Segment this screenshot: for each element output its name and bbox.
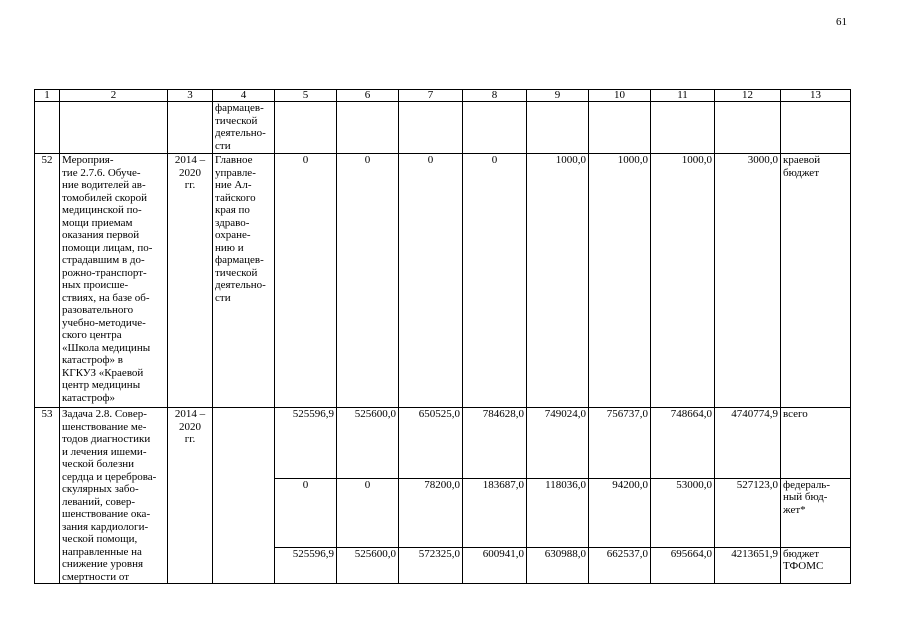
funding-source: федераль- ный бюд- жет*: [781, 478, 851, 547]
value-cell: 183687,0: [463, 478, 527, 547]
col-header: 5: [275, 90, 337, 102]
table-row-52: [35, 154, 851, 408]
period-cell: 2014 – 2020 гг.: [168, 154, 213, 408]
col-header: 13: [781, 90, 851, 102]
col-header: 4: [213, 90, 275, 102]
value-cell: 600941,0: [463, 547, 527, 583]
value-cell: 784628,0: [463, 408, 527, 479]
table-row-53-total: [35, 408, 851, 479]
value-cell: 0: [275, 154, 337, 408]
value-cell: 78200,0: [399, 478, 463, 547]
value-cell: 0: [399, 154, 463, 408]
value-cell: 1000,0: [527, 154, 589, 408]
value-cell: 525596,9: [275, 408, 337, 479]
value-cell: 630988,0: [527, 547, 589, 583]
table-row-continuation: [35, 102, 851, 154]
value-cell: 695664,0: [651, 547, 715, 583]
value-cell: 4740774,9: [715, 408, 781, 479]
value-cell: 749024,0: [527, 408, 589, 479]
col-header: 11: [651, 90, 715, 102]
row-number: 53: [35, 408, 60, 584]
col-header: 9: [527, 90, 589, 102]
value-cell: 756737,0: [589, 408, 651, 479]
col-header: 7: [399, 90, 463, 102]
value-cell: 0: [275, 478, 337, 547]
value-cell: 748664,0: [651, 408, 715, 479]
value-cell: 525600,0: [337, 408, 399, 479]
task-name: Задача 2.8. Совер- шенствование ме- тодов диагностики и лечения ишеми- ческой болезни сердца и цереброва- скулярных забо- леваний, совер- шенствование ока- зания кардиологи- ческой помощи, направленные на снижение уровня смертности от: [60, 408, 168, 584]
value-cell: 650525,0: [399, 408, 463, 479]
value-cell: 662537,0: [589, 547, 651, 583]
page-number: 61: [836, 16, 847, 28]
col-header: 10: [589, 90, 651, 102]
executor-cell: фармацев- тической деятельно- сти: [213, 102, 275, 154]
column-number-row: [35, 90, 851, 102]
col-header: 2: [60, 90, 168, 102]
value-cell: 525596,9: [275, 547, 337, 583]
program-table: [34, 89, 851, 584]
col-header: 3: [168, 90, 213, 102]
value-cell: 525600,0: [337, 547, 399, 583]
executor-cell: Главное управле- ние Ал- тайского края по здраво- охране- нию и фармацев- тической деятельно- сти: [213, 154, 275, 408]
value-cell: 4213651,9: [715, 547, 781, 583]
value-cell: 0: [337, 478, 399, 547]
funding-source: всего: [781, 408, 851, 479]
value-cell: 118036,0: [527, 478, 589, 547]
value-cell: 94200,0: [589, 478, 651, 547]
value-cell: 572325,0: [399, 547, 463, 583]
value-cell: 3000,0: [715, 154, 781, 408]
value-cell: 0: [337, 154, 399, 408]
col-header: 12: [715, 90, 781, 102]
value-cell: 1000,0: [589, 154, 651, 408]
value-cell: 527123,0: [715, 478, 781, 547]
value-cell: 0: [463, 154, 527, 408]
col-header: 8: [463, 90, 527, 102]
value-cell: 53000,0: [651, 478, 715, 547]
funding-source: бюджет ТФОМС: [781, 547, 851, 583]
row-number: 52: [35, 154, 60, 408]
value-cell: 1000,0: [651, 154, 715, 408]
activity-name: Мероприя- тие 2.7.6. Обуче- ние водителей ав- томобилей скорой медицинской по- мощи приемам оказания первой помощи лицам, по- страдавшим в до- рожно-транспорт- ных происше- ствиях, на базе об- разовательного учебно-методиче- ского центра «Школа медицины катастроф» в КГКУЗ «Краевой центр медицины катастроф»: [60, 154, 168, 408]
col-header: 1: [35, 90, 60, 102]
col-header: 6: [337, 90, 399, 102]
executor-cell: [213, 408, 275, 584]
period-cell: 2014 – 2020 гг.: [168, 408, 213, 584]
funding-source: краевой бюджет: [781, 154, 851, 408]
